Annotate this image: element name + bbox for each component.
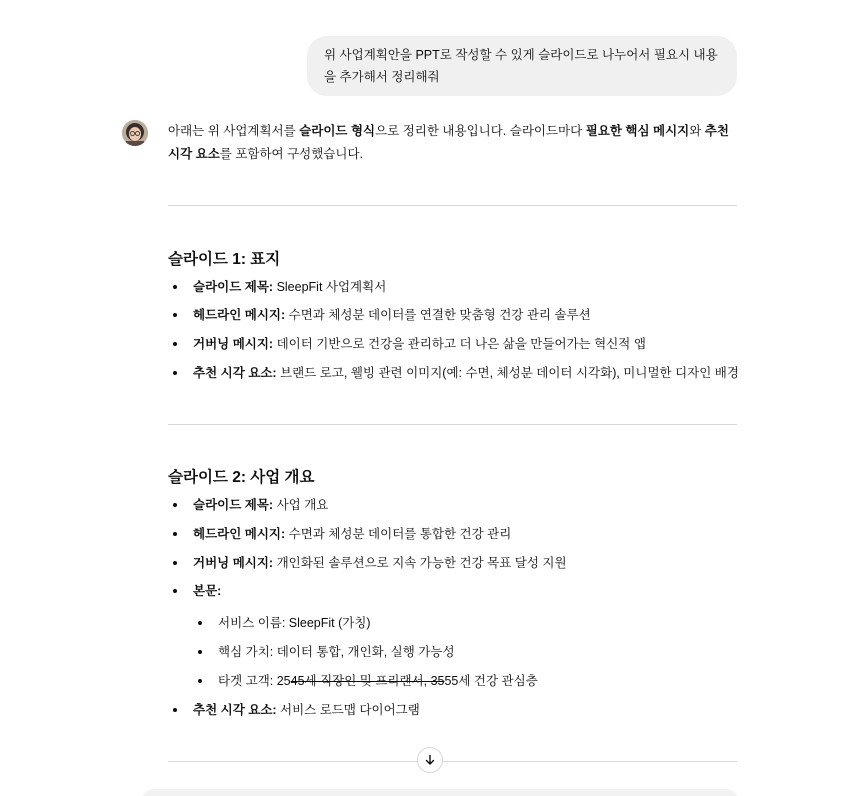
user-avatar-icon	[122, 120, 148, 146]
arrow-down-icon	[424, 754, 436, 766]
list-item: 거버닝 메시지: 개인화된 솔루션으로 지속 가능한 건강 목표 달성 지원	[193, 556, 567, 570]
divider	[168, 761, 737, 762]
sub-list-item: 서비스 이름: SleepFit (가칭)	[218, 616, 371, 630]
list-item: 추천 시각 요소: 서비스 로드맵 다이어그램	[193, 703, 420, 717]
intro-text: 아래는 위 사업계획서를	[168, 124, 300, 138]
intro-bold: 슬라이드 형식	[299, 124, 376, 138]
sub-list-item: 핵심 가치: 데이터 통합, 개인화, 실행 가능성	[218, 645, 455, 659]
intro-bold: 필요한 핵심 메시지	[585, 124, 690, 138]
list-item: 본문:	[193, 584, 222, 598]
list-item: 헤드라인 메시지: 수면과 체성분 데이터를 연결한 맞춤형 건강 관리 솔루션	[193, 308, 591, 322]
slide-1-title: 슬라이드 1: 표지	[168, 251, 281, 268]
slide-2-title: 슬라이드 2: 사업 개요	[168, 469, 315, 486]
divider	[168, 424, 737, 425]
divider	[168, 205, 737, 206]
list-item: 추천 시각 요소: 브랜드 로고, 웰빙 관련 이미지(예: 수면, 체성분 데이터 시각화), 미니멀한 디자인 배경	[193, 366, 739, 380]
assistant-intro	[168, 120, 737, 166]
intro-bold: 추천 시각 요소	[168, 124, 729, 161]
assistant-message	[168, 120, 737, 166]
list-item: 슬라이드 제목: SleepFit 사업계획서	[193, 280, 387, 294]
intro-text: 와	[689, 124, 705, 138]
user-message-text: 위 사업계획안을 PPT로 작성할 수 있게 슬라이드로 나누어서 필요시 내용을 추가해서 정리해줘	[324, 48, 718, 84]
message-composer[interactable]	[140, 789, 740, 796]
scroll-to-bottom-button[interactable]	[417, 747, 443, 773]
list-item: 거버닝 메시지: 데이터 기반으로 건강을 관리하고 더 나은 삶을 만들어가는 혁신적 앱	[193, 337, 646, 351]
intro-text: 으로 정리한 내용입니다. 슬라이드마다	[375, 124, 586, 138]
list-item: 헤드라인 메시지: 수면과 체성분 데이터를 통합한 건강 관리	[193, 527, 512, 541]
sub-list-item: 타겟 고객: 2545세 직장인 및 프리랜서, 3555세 건강 관심층	[218, 674, 538, 688]
list-item: 슬라이드 제목: 사업 개요	[193, 498, 329, 512]
user-message-bubble	[307, 36, 737, 96]
intro-text: 를 포함하여 구성했습니다.	[219, 147, 364, 161]
